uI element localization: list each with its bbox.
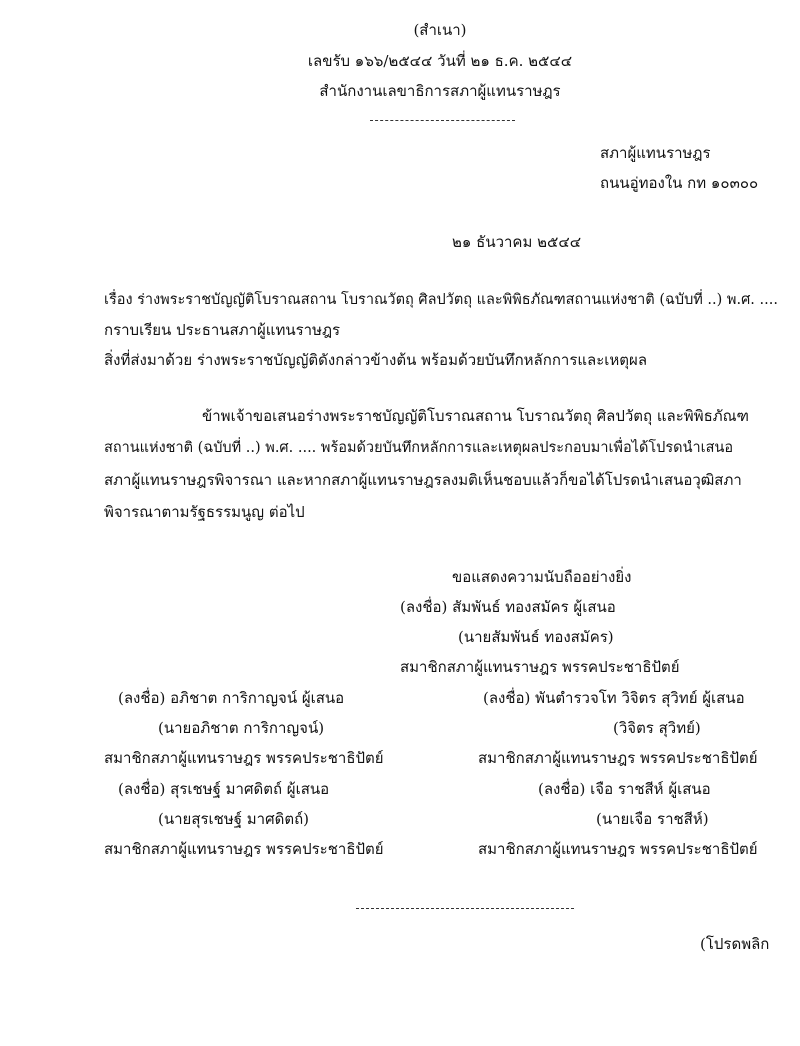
left1-signer-name: (นายอภิชาต การิกาญจน์) (158, 719, 325, 737)
body-line-1: ข้าพเจ้าขอเสนอร่างพระราชบัญญัติโบราณสถาน โบราณวัตถุ ศิลปวัตถุ และพิพิธภัณฑ (202, 407, 749, 425)
right1-signer-name: (วิจิตร สุวิทย์) (613, 719, 701, 737)
left1-signer-sign: (ลงชื่อ) อภิชาต การิกาญจน์ ผู้เสนอ (118, 689, 345, 707)
right2-signer-name: (นายเจือ ราชสีห์) (596, 810, 709, 828)
address-line-2: ถนนอู่ทองใน กท ๑๐๓๐๐ (600, 174, 759, 192)
document-date: ๒๑ ธันวาคม ๒๕๔๔ (452, 233, 582, 251)
right1-signer-position: สมาชิกสภาผู้แทนราษฎร พรรคประชาธิปัตย์ (478, 749, 758, 767)
main-signer-sign: (ลงชื่อ) สัมพันธ์ ทองสมัคร ผู้เสนอ (400, 598, 616, 616)
subject-line: เรื่อง ร่างพระราชบัญญัติโบราณสถาน โบราณวัตถุ ศิลปวัตถุ และพิพิธภัณฑสถานแห่งชาติ (ฉบับที่ ..) พ.ศ. .... (104, 292, 778, 308)
body-line-3: สภาผู้แทนราษฎรพิจารณา และหากสภาผู้แทนราษฎรลงมติเห็นชอบแล้วก็ขอได้โปรดนำเสนอวุฒิสภา (104, 471, 742, 489)
left2-signer-sign: (ลงชื่อ) สุรเชษฐ์ มาศดิตถ์ ผู้เสนอ (118, 780, 330, 798)
right2-signer-sign: (ลงชื่อ) เจือ ราชสีห์ ผู้เสนอ (538, 780, 711, 798)
main-signer-name: (นายสัมพันธ์ ทองสมัคร) (458, 628, 614, 646)
salutation-line: กราบเรียน ประธานสภาผู้แทนราษฎร (104, 321, 341, 339)
body-line-4: พิจารณาตามรัฐธรรมนูญ ต่อไป (104, 503, 305, 521)
left2-signer-position: สมาชิกสภาผู้แทนราษฎร พรรคประชาธิปัตย์ (104, 840, 384, 858)
copy-mark: (สำเนา) (413, 21, 467, 39)
body-line-2: สถานแห่งชาติ (ฉบับที่ ..) พ.ศ. .... พร้อมด้วยบันทึกหลักการและเหตุผลประกอบมาเพื่อได้โปรดนำเสนอ (104, 440, 734, 456)
footer-divider (356, 908, 574, 909)
enclosure-line: สิ่งที่ส่งมาด้วย ร่างพระราชบัญญัติดังกล่าวข้างต้น พร้อมด้วยบันทึกหลักการและเหตุผล (104, 351, 648, 369)
turn-page-note: (โปรดพลิก (700, 935, 770, 953)
left1-signer-position: สมาชิกสภาผู้แทนราษฎร พรรคประชาธิปัตย์ (104, 749, 384, 767)
address-line-1: สภาผู้แทนราษฎร (600, 144, 711, 162)
closing-line: ขอแสดงความนับถืออย่างยิ่ง (452, 568, 632, 586)
header-divider (370, 120, 515, 121)
office-name: สำนักงานเลขาธิการสภาผู้แทนราษฎร (319, 82, 561, 100)
left2-signer-name: (นายสุรเชษฐ์ มาศดิตถ์) (158, 810, 310, 828)
right1-signer-sign: (ลงชื่อ) พันตำรวจโท วิจิตร สุวิทย์ ผู้เสนอ (483, 689, 745, 707)
right2-signer-position: สมาชิกสภาผู้แทนราษฎร พรรคประชาธิปัตย์ (478, 840, 758, 858)
main-signer-position: สมาชิกสภาผู้แทนราษฎร พรรคประชาธิปัตย์ (400, 658, 680, 676)
receipt-line: เลขรับ ๑๖๖/๒๕๔๔ วันที่ ๒๑ ธ.ค. ๒๕๔๔ (307, 52, 573, 70)
